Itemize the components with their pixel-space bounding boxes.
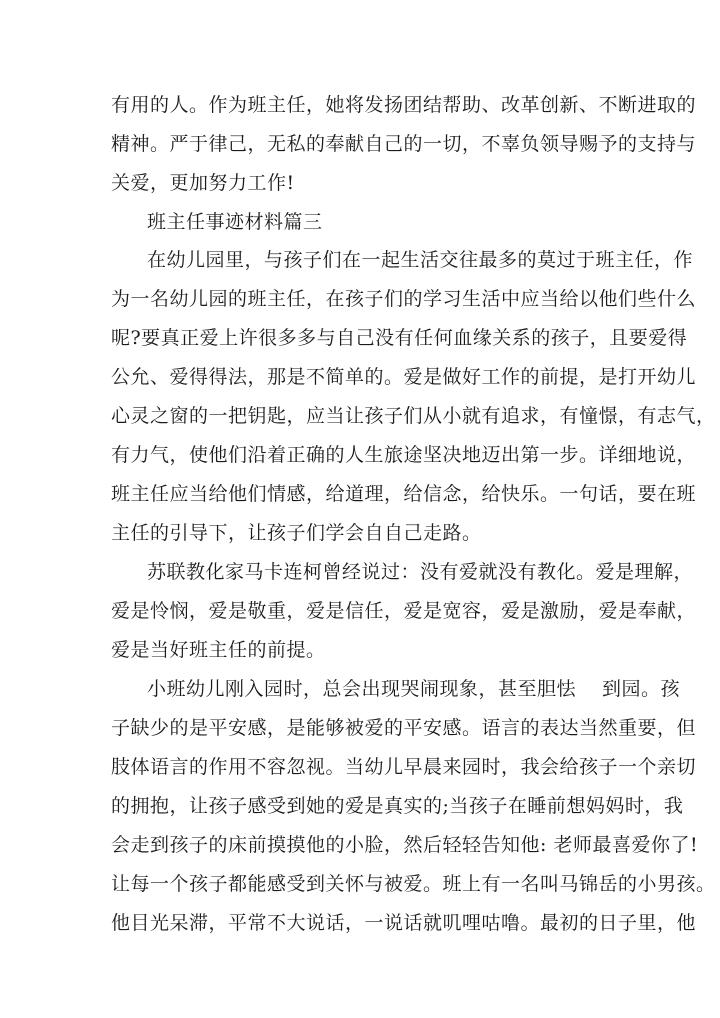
text-line: 苏联教化家马卡连柯曾经说过：没有爱就没有教化。爱是理解， [147, 561, 694, 583]
text-line: 在幼儿园里，与孩子们在一起生活交往最多的莫过于班主任，作 [147, 249, 694, 271]
text-line: 为一名幼儿园的班主任，在孩子们的学习生活中应当给以他们些什么 [111, 288, 697, 310]
text-line: 公允、爱得得法，那是不简单的。爱是做好工作的前提，是打开幼儿 [111, 366, 697, 388]
text-line: 呢?要真正爱上许很多多与自己没有任何血缘关系的孩子，且要爱得 [111, 327, 688, 349]
text-line: 他目光呆滞，平常不大说话，一说话就叽哩咕噜。最初的日子里，他 [111, 912, 697, 934]
text-line: 关爱，更加努力工作! [111, 172, 295, 194]
text-line: 主任的引导下，让孩子们学会自自己走路。 [111, 522, 482, 544]
text-line: 爱是当好班主任的前提。 [111, 639, 326, 661]
text-line: 有力气，使他们沿着正确的人生旅途坚决地迈出第一步。详细地说， [111, 444, 697, 466]
text-line: 小班幼儿刚入园时，总会出现哭闹现象，甚至胆怯 到园。孩 [147, 678, 681, 700]
text-line: 精神。严于律己，无私的奉献自己的一切，不辜负领导赐予的支持与 [111, 133, 697, 155]
section-heading: 班主任事迹材料篇三 [147, 211, 323, 233]
text-line: 肢体语言的作用不容忽视。当幼儿早晨来园时，我会给孩子一个亲切 [111, 756, 697, 778]
text-line: 让每一个孩子都能感受到关怀与被爱。班上有一名叫马锦岳的小男孩。 [111, 873, 716, 895]
text-line: 心灵之窗的一把钥匙，应当让孩子们从小就有追求，有憧憬，有志气， [111, 405, 716, 427]
text-line: 的拥抱，让孩子感受到她的爱是真实的;当孩子在睡前想妈妈时，我 [111, 795, 684, 817]
text-line: 爱是怜悯，爱是敬重，爱是信任，爱是宽容，爱是激励，爱是奉献， [111, 600, 697, 622]
text-line: 子缺少的是平安感，是能够被爱的平安感。语言的表达当然重要，但 [111, 717, 697, 739]
text-line: 有用的人。作为班主任，她将发扬团结帮助、改革创新、不断进取的 [111, 94, 697, 116]
text-line: 班主任应当给他们情感，给道理，给信念，给快乐。一句话，要在班 [111, 483, 697, 505]
text-line: 会走到孩子的床前摸摸他的小脸，然后轻轻告知他: 老师最喜爱你了! [111, 834, 699, 856]
